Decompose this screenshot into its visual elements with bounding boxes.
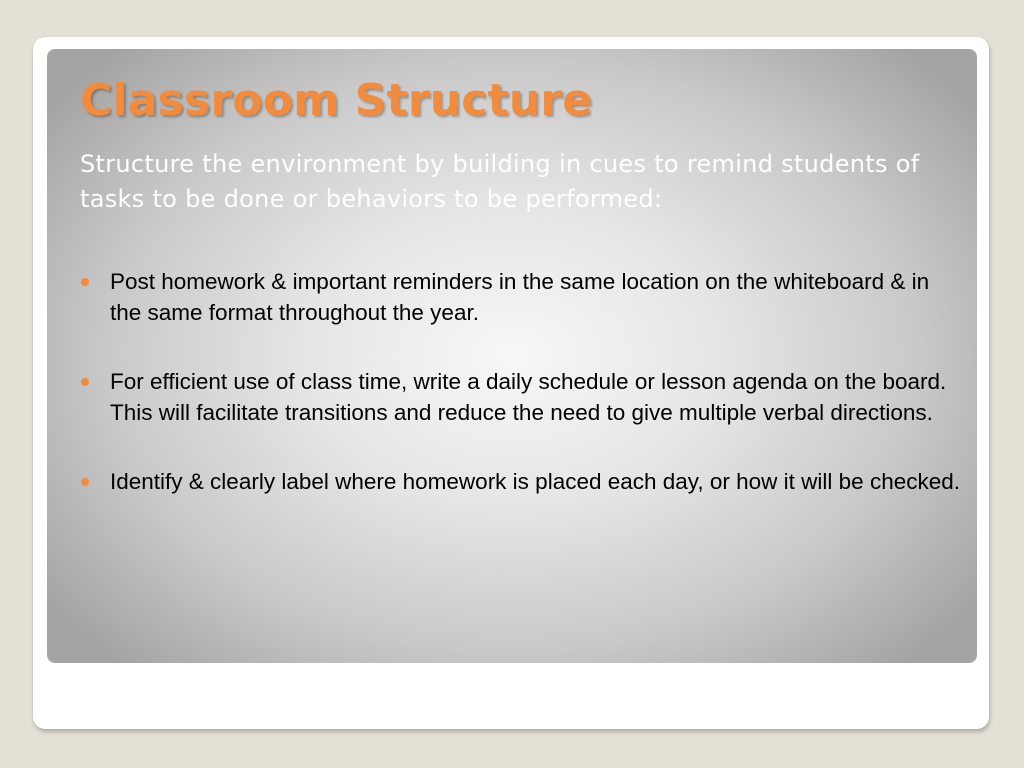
bullet-dot-icon	[81, 278, 89, 286]
bullet-dot-icon	[81, 478, 89, 486]
bullet-text: For efficient use of class time, write a daily schedule or lesson agenda on the board. This will facilitate transitions and reduce the need to give multiple verbal directions.	[110, 369, 947, 425]
slide-subtitle: Structure the environment by building in cues to remind students of tasks to be done or behaviors to be performed:	[80, 150, 920, 213]
slide-content-panel	[47, 49, 977, 663]
bullet-item	[80, 366, 960, 428]
bullet-item	[80, 266, 960, 328]
bullet-text: Identify & clearly label where homework is placed each day, or how it will be checked.	[110, 469, 961, 494]
bullet-list	[80, 266, 960, 497]
bullet-text: Post homework & important reminders in the same location on the whiteboard & in the same format throughout the year.	[110, 269, 930, 325]
bullet-item	[80, 466, 960, 497]
slide-title: Classroom Structure	[80, 75, 593, 126]
bullet-dot-icon	[81, 378, 89, 386]
